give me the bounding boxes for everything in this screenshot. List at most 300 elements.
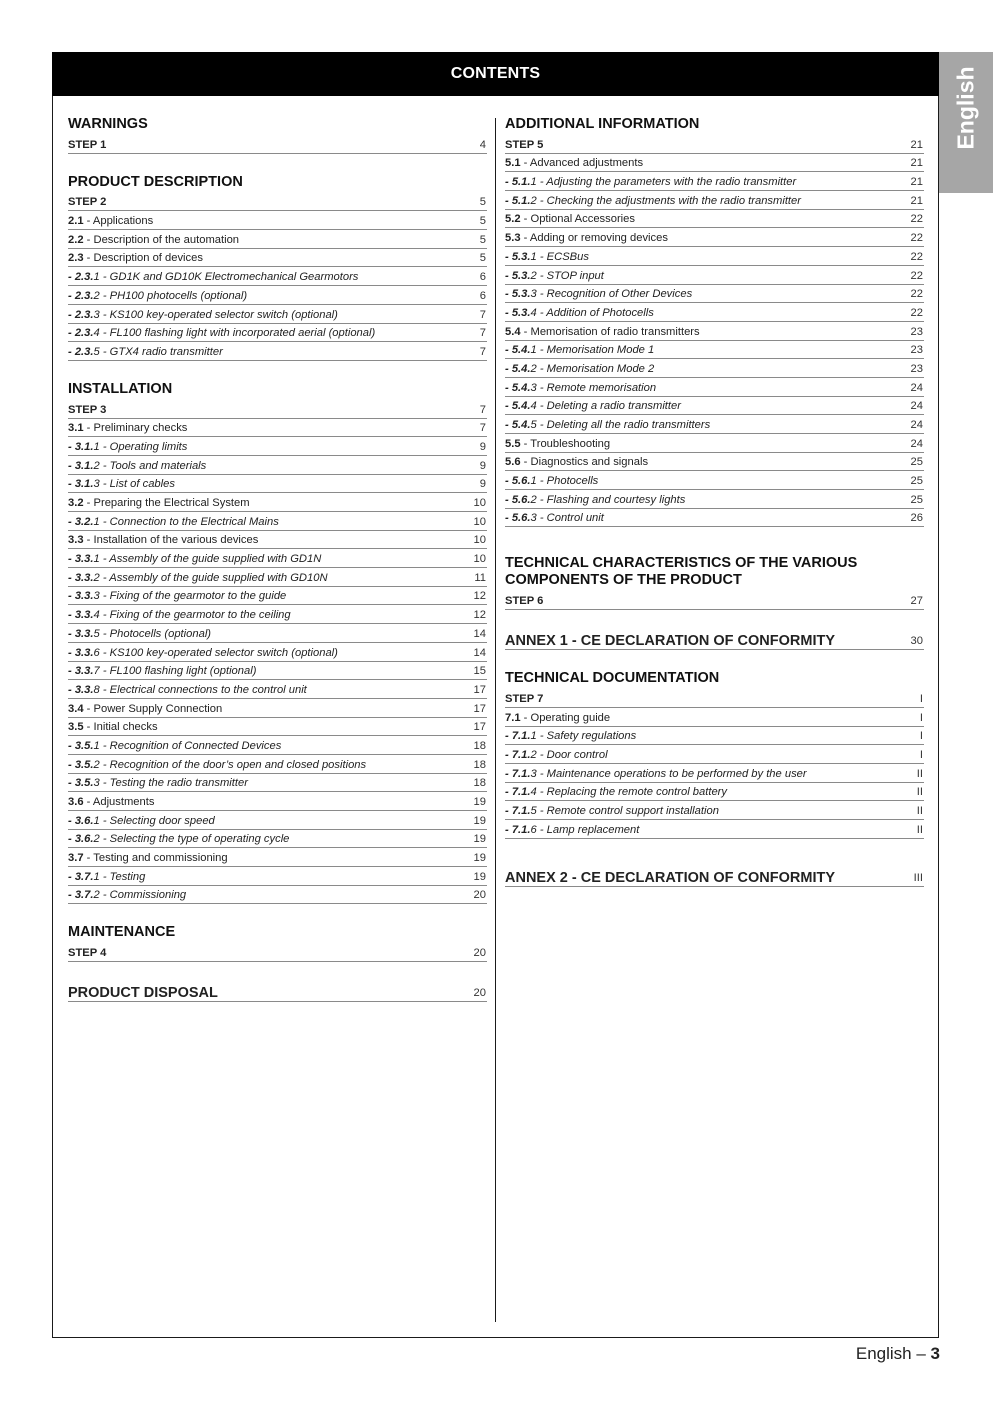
footer-language: English – (855, 1344, 931, 1363)
toc-entry-number: 3.6 (68, 796, 84, 808)
toc-entry-text: 3 - KS100 key-operated selector switch (optional) (93, 308, 338, 321)
toc-entry-title (68, 345, 223, 359)
toc-entry[interactable] (68, 230, 487, 249)
toc-page-number: 24 (910, 381, 923, 394)
heading-line-2: COMPONENTS OF THE PRODUCT (505, 572, 742, 589)
toc-list-maintenance (68, 943, 487, 962)
toc-page-number: 6 (479, 289, 486, 302)
toc-entry[interactable] (505, 708, 924, 727)
toc-entry-text: - Adding or removing devices (520, 232, 668, 245)
toc-entry[interactable] (68, 419, 487, 438)
toc-entry-title (505, 767, 807, 781)
toc-entry-text: 1 - Connection to the Electrical Mains (93, 515, 279, 528)
section-heading-technical-documentation: TECHNICAL DOCUMENTATION (505, 670, 720, 687)
toc-entry-title (505, 269, 604, 283)
toc-entry-text: - Testing and commissioning (83, 852, 228, 865)
toc-page-number: II (916, 804, 923, 817)
toc-page-number: 24 (910, 419, 923, 431)
toc-entry[interactable] (505, 764, 924, 783)
toc-entry-annex-1[interactable] (505, 630, 924, 650)
footer-page-number: 3 (930, 1344, 940, 1363)
toc-entry-title (68, 552, 321, 566)
section-heading-installation: INSTALLATION (68, 380, 173, 397)
toc-entry-text: 3 - List of cables (93, 478, 175, 491)
toc-entry[interactable] (505, 783, 924, 802)
toc-list-product-description (68, 193, 487, 361)
toc-entry-text: 3 - Fixing of the gearmotor to the guide (93, 590, 287, 603)
toc-entry-number: - 7.1. (505, 823, 531, 836)
toc-entry-text: 4 - Fixing of the gearmotor to the ceiling (93, 609, 291, 622)
toc-list-warnings (68, 135, 487, 154)
right-column (505, 116, 924, 887)
toc-page-number: 18 (473, 739, 486, 752)
toc-entry-title (68, 251, 203, 265)
toc-entry[interactable] (505, 359, 924, 378)
toc-entry-number: - 3.3. (68, 571, 94, 584)
toc-page-number: II (916, 823, 923, 836)
toc-entry[interactable] (68, 699, 487, 718)
toc-entry-text: - Operating guide (520, 711, 611, 724)
toc-entry-number: - 5.4. (505, 344, 531, 357)
section-heading-technical-characteristics (505, 555, 924, 589)
toc-entry[interactable] (68, 135, 487, 154)
toc-entry-title (505, 156, 643, 170)
toc-entry-title (505, 381, 656, 395)
language-tab (939, 52, 993, 193)
toc-page-number: I (919, 711, 923, 724)
toc-page-number: 10 (473, 497, 486, 509)
toc-entry[interactable] (68, 475, 487, 494)
toc-entry-text: 1 - GD1K and GD10K Electromechanical Gearmotors (93, 271, 359, 284)
toc-page-number: 22 (910, 306, 923, 319)
toc-entry-text: 8 - Electrical connections to the control unit (93, 683, 307, 696)
toc-entry-title (68, 477, 175, 491)
toc-entry-title (505, 785, 727, 799)
toc-entry-number: - 3.3. (68, 646, 94, 659)
toc-entry-number: - 3.1. (68, 440, 94, 453)
toc-entry[interactable] (505, 247, 924, 266)
toc-entry-text: 1 - Testing (93, 870, 146, 883)
toc-entry-text: 4 - Deleting a radio transmitter (530, 400, 681, 413)
toc-entry-title (68, 776, 248, 790)
toc-entry-title (68, 795, 154, 809)
toc-entry[interactable] (68, 736, 487, 755)
toc-entry[interactable] (68, 643, 487, 662)
toc-entry-title (68, 702, 222, 716)
toc-entry-number: - 7.1. (505, 767, 531, 780)
left-column (68, 116, 487, 1002)
toc-entry[interactable] (505, 509, 924, 528)
toc-page-number: 19 (473, 796, 486, 808)
toc-entry[interactable] (68, 774, 487, 793)
toc-page-number: 7 (479, 345, 486, 358)
toc-page-number: 9 (479, 478, 486, 491)
toc-entry-number: - 5.4. (505, 381, 531, 394)
toc-page-number: 18 (473, 758, 486, 771)
toc-entry-number: - 5.1. (505, 194, 531, 207)
toc-entry[interactable] (505, 689, 924, 708)
toc-page-number: 15 (473, 665, 486, 678)
toc-entry-title (505, 594, 543, 608)
toc-entry-text: - Preliminary checks (83, 422, 188, 435)
toc-page-number: I (919, 748, 923, 761)
toc-entry-annex-2[interactable] (505, 867, 924, 887)
toc-entry[interactable] (68, 437, 487, 456)
toc-entry[interactable] (505, 341, 924, 360)
toc-entry[interactable] (505, 471, 924, 490)
toc-entry-text: 1 - Operating limits (93, 440, 188, 453)
toc-entry-number: - 5.4. (505, 419, 531, 431)
toc-page-number: 25 (910, 493, 923, 506)
toc-entry-number: - 3.7. (68, 889, 94, 902)
toc-entry-number: 3.5 (68, 721, 84, 734)
toc-page-number: 21 (910, 194, 923, 207)
toc-page-number: 17 (473, 683, 486, 696)
toc-entry-number: - 5.3. (505, 250, 531, 263)
toc-page-number: 5 (479, 233, 486, 246)
toc-entry-text: - Description of devices (83, 252, 203, 265)
toc-page-number: 21 (910, 157, 923, 170)
toc-entry[interactable] (68, 568, 487, 587)
toc-entry-text: 1 - Adjusting the parameters with the radio transmitter (530, 176, 797, 189)
toc-entry-number: STEP 6 (505, 595, 544, 608)
toc-entry-title (68, 496, 250, 510)
toc-list-technical-documentation (505, 689, 924, 839)
toc-entry-number: - 2.3. (68, 308, 94, 321)
toc-entry[interactable] (68, 605, 487, 624)
toc-entry-text: 1 - Selecting door speed (93, 814, 215, 827)
toc-entry-title (68, 421, 187, 435)
toc-entry-number: - 3.6. (68, 833, 94, 846)
toc-entry[interactable] (68, 848, 487, 867)
toc-entry[interactable] (505, 453, 924, 472)
toc-entry-text: - Adjustments (83, 796, 155, 808)
toc-entry-number: 2.1 (68, 215, 84, 228)
toc-entry[interactable] (505, 378, 924, 397)
toc-entry-number: 3.3 (68, 534, 84, 547)
toc-entry[interactable] (505, 135, 924, 154)
toc-entry-number: STEP 3 (68, 403, 107, 416)
toc-page-number: 17 (473, 721, 486, 734)
toc-entry-text: 2 - Flashing and courtesy lights (530, 493, 686, 506)
toc-entry[interactable] (505, 322, 924, 341)
toc-entry-text: 5 - Remote control support installation (530, 804, 719, 817)
toc-entry-number: STEP 7 (505, 692, 544, 705)
toc-entry-title (505, 194, 801, 208)
toc-entry-text: 5 - GTX4 radio transmitter (93, 345, 223, 358)
toc-page-number: 23 (910, 344, 923, 357)
toc-entry-title (505, 250, 589, 264)
toc-entry[interactable] (68, 324, 487, 343)
toc-entry-title (68, 683, 307, 697)
toc-page-number: 27 (910, 595, 923, 608)
toc-entry[interactable] (505, 191, 924, 210)
toc-entry-number: - 5.3. (505, 269, 531, 282)
toc-entry-title (68, 289, 247, 303)
toc-entry-title (505, 325, 700, 339)
toc-entry[interactable] (68, 587, 487, 606)
contents-title: CONTENTS (52, 52, 939, 96)
toc-entry-product-disposal[interactable] (68, 982, 487, 1002)
toc-entry-title (505, 343, 654, 357)
toc-entry-title (68, 233, 239, 247)
section-heading-additional-information: ADDITIONAL INFORMATION (505, 116, 700, 132)
section-heading-maintenance: MAINTENANCE (68, 924, 176, 941)
toc-entry[interactable] (68, 342, 487, 361)
toc-entry-text: 2 - Door control (530, 748, 608, 761)
toc-entry-text: 5 - Deleting all the radio transmitters (530, 419, 711, 431)
toc-entry-title (505, 511, 604, 525)
toc-entry-number: 3.7 (68, 852, 84, 865)
toc-entry[interactable] (68, 943, 487, 962)
toc-entry[interactable] (505, 210, 924, 229)
toc-page-number: II (916, 786, 923, 799)
toc-entry-number: STEP 2 (68, 196, 107, 209)
language-tab-label: English (952, 66, 979, 150)
toc-entry-number: - 3.5. (68, 739, 94, 752)
toc-entry-text: - Advanced adjustments (520, 157, 644, 170)
toc-entry[interactable] (68, 624, 487, 643)
toc-entry-text: - Diagnostics and signals (520, 456, 649, 469)
toc-entry[interactable] (505, 745, 924, 764)
toc-entry[interactable] (505, 397, 924, 416)
toc-entry-number: 2.2 (68, 233, 84, 246)
toc-entry-number: 5.1 (505, 157, 521, 170)
toc-page-number: 23 (910, 325, 923, 338)
toc-entry[interactable] (505, 490, 924, 509)
toc-entry-text: 3 - Remote memorisation (530, 381, 657, 394)
toc-entry-title (505, 804, 719, 818)
toc-entry[interactable] (68, 680, 487, 699)
toc-page-number: 25 (910, 475, 923, 488)
toc-entry-text: 4 - Addition of Photocells (530, 306, 654, 319)
toc-entry-number: - 7.1. (505, 786, 531, 799)
toc-page-number: III (913, 871, 923, 884)
toc-entry-title (505, 455, 648, 469)
toc-entry-title: ANNEX 2 - CE DECLARATION OF CONFORMITY (505, 869, 836, 886)
toc-entry-text: 7 - FL100 flashing light (optional) (93, 665, 257, 678)
toc-page-number: 10 (473, 534, 486, 547)
toc-entry-title (505, 748, 608, 762)
toc-page-number: 7 (479, 327, 486, 340)
toc-entry-text: 3 - Maintenance operations to be performed by the user (530, 767, 807, 780)
toc-page-number: I (919, 730, 923, 743)
toc-entry-title (68, 888, 186, 902)
toc-entry[interactable] (68, 193, 487, 212)
toc-page-number: 7 (479, 422, 486, 435)
toc-entry-title (505, 823, 639, 837)
toc-entry-title (505, 138, 543, 152)
toc-page-number: 10 (473, 515, 486, 528)
toc-entry-title (68, 403, 106, 417)
toc-entry-title (68, 515, 279, 529)
toc-entry-number: - 3.3. (68, 683, 94, 696)
toc-entry-text: 1 - Assembly of the guide supplied with GD1N (93, 553, 322, 566)
toc-entry-title (505, 175, 796, 189)
toc-list-installation (68, 400, 487, 905)
toc-entry-text: 4 - Replacing the remote control battery (530, 786, 728, 799)
toc-page-number: 30 (910, 635, 923, 648)
toc-entry[interactable] (505, 434, 924, 453)
toc-entry[interactable] (68, 286, 487, 305)
toc-page-number: 19 (473, 852, 486, 865)
toc-entry[interactable] (505, 266, 924, 285)
toc-page-number: 22 (910, 232, 923, 245)
toc-list-additional-information (505, 135, 924, 527)
toc-entry-text: 1 - Recognition of Connected Devices (93, 739, 282, 752)
toc-entry-number: - 2.3. (68, 327, 94, 340)
toc-entry-text: 3 - Control unit (530, 512, 604, 525)
toc-page-number: 7 (479, 403, 486, 416)
toc-page-number: 22 (910, 269, 923, 282)
toc-page-number: 25 (910, 456, 923, 469)
toc-entry[interactable] (68, 305, 487, 324)
toc-entry[interactable] (68, 662, 487, 681)
toc-entry[interactable] (505, 727, 924, 746)
toc-entry-title (505, 306, 654, 320)
toc-entry-title (68, 946, 106, 960)
toc-entry[interactable] (505, 154, 924, 173)
toc-page-number: 24 (910, 400, 923, 413)
toc-entry[interactable] (505, 228, 924, 247)
toc-entry-text: 1 - Photocells (530, 475, 599, 488)
toc-entry-number: - 5.6. (505, 475, 531, 488)
toc-entry-text: 2 - Memorisation Mode 2 (530, 362, 655, 375)
toc-page-number: 4 (479, 138, 486, 151)
toc-entry-text: 3 - Recognition of Other Devices (530, 288, 693, 301)
toc-entry[interactable] (505, 591, 924, 610)
toc-entry-text: - Troubleshooting (520, 437, 611, 450)
toc-entry-text: 2 - Tools and materials (93, 459, 207, 472)
toc-entry-number: STEP 4 (68, 947, 107, 960)
toc-page-number: 24 (910, 437, 923, 450)
toc-entry-number: - 5.3. (505, 288, 531, 301)
toc-entry-text: - Preparing the Electrical System (83, 497, 250, 509)
toc-entry-number: - 3.2. (68, 515, 94, 528)
toc-page-number: 20 (473, 987, 486, 1000)
toc-entry-number: - 5.4. (505, 362, 531, 375)
toc-page-number: 5 (479, 196, 486, 209)
toc-entry[interactable] (505, 820, 924, 839)
toc-entry-title (505, 212, 635, 226)
toc-entry-text: 6 - Lamp replacement (530, 823, 640, 836)
toc-entry[interactable] (68, 867, 487, 886)
toc-entry-title: ANNEX 1 - CE DECLARATION OF CONFORMITY (505, 633, 836, 650)
toc-entry-number: - 5.1. (505, 176, 531, 189)
toc-entry-title (68, 270, 358, 284)
toc-entry[interactable] (68, 512, 487, 531)
toc-entry-title (68, 646, 338, 660)
toc-page-number: 20 (473, 947, 486, 960)
toc-page-number: 11 (474, 571, 486, 584)
page-footer (856, 1344, 940, 1364)
toc-entry[interactable] (68, 755, 487, 774)
toc-page-number: 14 (473, 646, 486, 659)
toc-entry[interactable] (68, 531, 487, 550)
toc-page-number: 18 (473, 777, 486, 790)
toc-entry[interactable] (68, 811, 487, 830)
toc-entry-title (68, 214, 153, 228)
toc-page-number: 22 (910, 288, 923, 301)
toc-entry-number: 5.5 (505, 437, 521, 450)
toc-entry[interactable] (505, 801, 924, 820)
toc-entry-number: - 5.6. (505, 493, 531, 506)
toc-page-number: 10 (473, 553, 486, 566)
toc-entry-title (505, 287, 692, 301)
toc-page-number: 26 (910, 512, 923, 525)
toc-page-number: 19 (473, 833, 486, 846)
toc-entry-number: - 3.1. (68, 478, 94, 491)
toc-entry-title (68, 589, 286, 603)
toc-entry-number: 3.4 (68, 702, 84, 715)
toc-entry-text: - Power Supply Connection (83, 702, 223, 715)
toc-entry-number: - 5.3. (505, 306, 531, 319)
toc-entry[interactable] (68, 718, 487, 737)
toc-entry-title (68, 608, 291, 622)
toc-entry-text: 3 - Testing the radio transmitter (93, 777, 248, 790)
toc-entry-number: - 3.3. (68, 553, 94, 566)
toc-page-number: 14 (473, 627, 486, 640)
section-heading-warnings: WARNINGS (68, 116, 148, 132)
toc-entry[interactable] (68, 830, 487, 849)
toc-page-number: 12 (473, 590, 486, 603)
toc-entry-number: - 2.3. (68, 289, 94, 302)
toc-page-number: 7 (479, 308, 486, 321)
toc-page-number: 9 (479, 459, 486, 472)
toc-entry-number: 3.2 (68, 497, 84, 509)
toc-entry-text: - Description of the automation (83, 233, 240, 246)
toc-entry[interactable] (68, 792, 487, 811)
toc-entry-text: 2 - Recognition of the door’s open and closed positions (93, 758, 367, 771)
toc-entry-text: 1 - Safety regulations (530, 730, 637, 743)
toc-entry-text: - Initial checks (83, 721, 158, 734)
toc-page-number: 6 (479, 271, 486, 284)
toc-entry-number: - 3.3. (68, 627, 94, 640)
toc-entry-title (505, 729, 636, 743)
toc-entry[interactable] (505, 172, 924, 191)
toc-list-technical-characteristics (505, 591, 924, 610)
toc-entry[interactable] (505, 303, 924, 322)
toc-page-number: 21 (910, 138, 923, 151)
toc-entry[interactable] (505, 415, 924, 434)
toc-entry-number: 3.1 (68, 422, 84, 435)
toc-entry-number: - 3.7. (68, 870, 94, 883)
toc-entry[interactable] (68, 267, 487, 286)
toc-entry-number: STEP 1 (68, 138, 107, 151)
toc-entry-number: 5.2 (505, 213, 521, 226)
toc-entry[interactable] (68, 249, 487, 268)
toc-entry-number: - 3.3. (68, 609, 94, 622)
toc-entry[interactable] (68, 886, 487, 905)
toc-entry-number: - 3.3. (68, 590, 94, 603)
toc-entry-title (68, 664, 256, 678)
toc-entry-title (68, 440, 187, 454)
toc-entry-number: - 5.4. (505, 400, 531, 413)
toc-entry[interactable] (68, 456, 487, 475)
toc-entry[interactable] (68, 493, 487, 512)
toc-entry-title (68, 627, 211, 641)
toc-entry[interactable] (68, 211, 487, 230)
toc-entry[interactable] (505, 285, 924, 304)
toc-entry-number: - 5.6. (505, 512, 531, 525)
toc-entry-number: 5.6 (505, 456, 521, 469)
toc-entry-text: 2 - STOP input (530, 269, 604, 282)
toc-entry[interactable] (68, 549, 487, 568)
toc-page-number: 19 (473, 870, 486, 883)
column-divider (495, 118, 496, 1322)
toc-page-number: 12 (473, 609, 486, 622)
toc-entry[interactable] (68, 400, 487, 419)
